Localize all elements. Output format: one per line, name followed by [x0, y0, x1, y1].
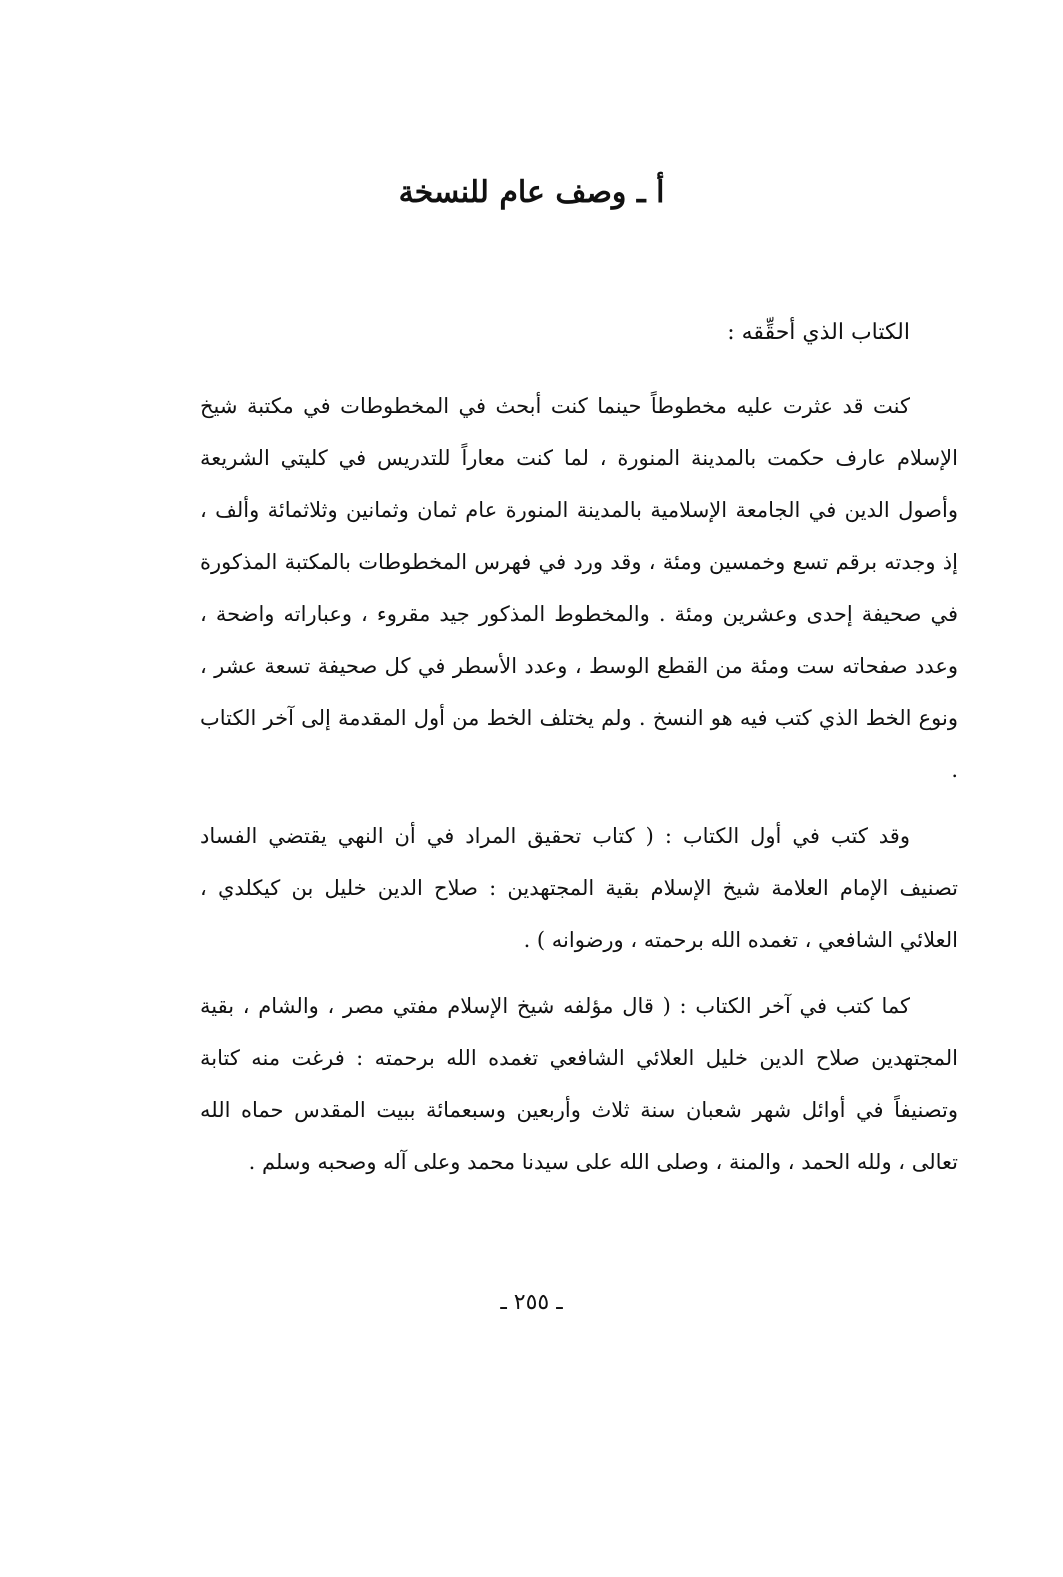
page-number: ـ ٢٥٥ ـ — [500, 1290, 563, 1315]
paragraph-colophon: كما كتب في آخر الكتاب : ( قال مؤلفه شيخ الإسلام مفتي مصر ، والشام ، بقية المجتهدين صلاح الدين خليل العلائي الشافعي تغمده الله برحمته : فرغت منه كتابة وتصنيفاً في أوائل شهر شعبان سنة ثلاث وأربعين وسبعمائة ببيت المقدس حماه الله تعالى ، ولله الحمد ، والمنة ، وصلى الله على سيدنا محمد وعلى آله وصحبه وسلم . — [200, 994, 958, 1174]
body-text — [200, 308, 958, 1202]
paragraph-title-page: وقد كتب في أول الكتاب : ( كتاب تحقيق المراد في أن النهي يقتضي الفساد تصنيف الإمام العلامة شيخ الإسلام بقية المجتهدين : صلاح الدين خليل بن كيكلدي ، العلائي الشافعي ، تغمده الله برحمته ، ورضوانه ) . — [200, 824, 958, 952]
intro-line: الكتاب الذي أحقِّقه : — [727, 320, 910, 345]
section-heading: أ ـ وصف عام للنسخة — [398, 175, 665, 210]
paragraph-manuscript-description: كنت قد عثرت عليه مخطوطاً حينما كنت أبحث في المخطوطات في مكتبة شيخ الإسلام عارف حكمت بالمدينة المنورة ، لما كنت معاراً للتدريس في كليتي الشريعة وأصول الدين في الجامعة الإسلامية بالمدينة المنورة عام ثمان وثمانين وثلاثمائة وألف ، إذ وجدته برقم تسع وخمسين ومئة ، وقد ورد في فهرس المخطوطات بالمكتبة المذكورة في صحيفة إحدى وعشرين ومئة . والمخطوط المذكور جيد مقروء ، وعباراته واضحة ، وعدد صفحاته ست ومئة من القطع الوسط ، وعدد الأسطر في كل صحيفة تسعة عشر ، ونوع الخط الذي كتب فيه هو النسخ . ولم يختلف الخط من أول المقدمة إلى آخر الكتاب . — [200, 394, 958, 782]
